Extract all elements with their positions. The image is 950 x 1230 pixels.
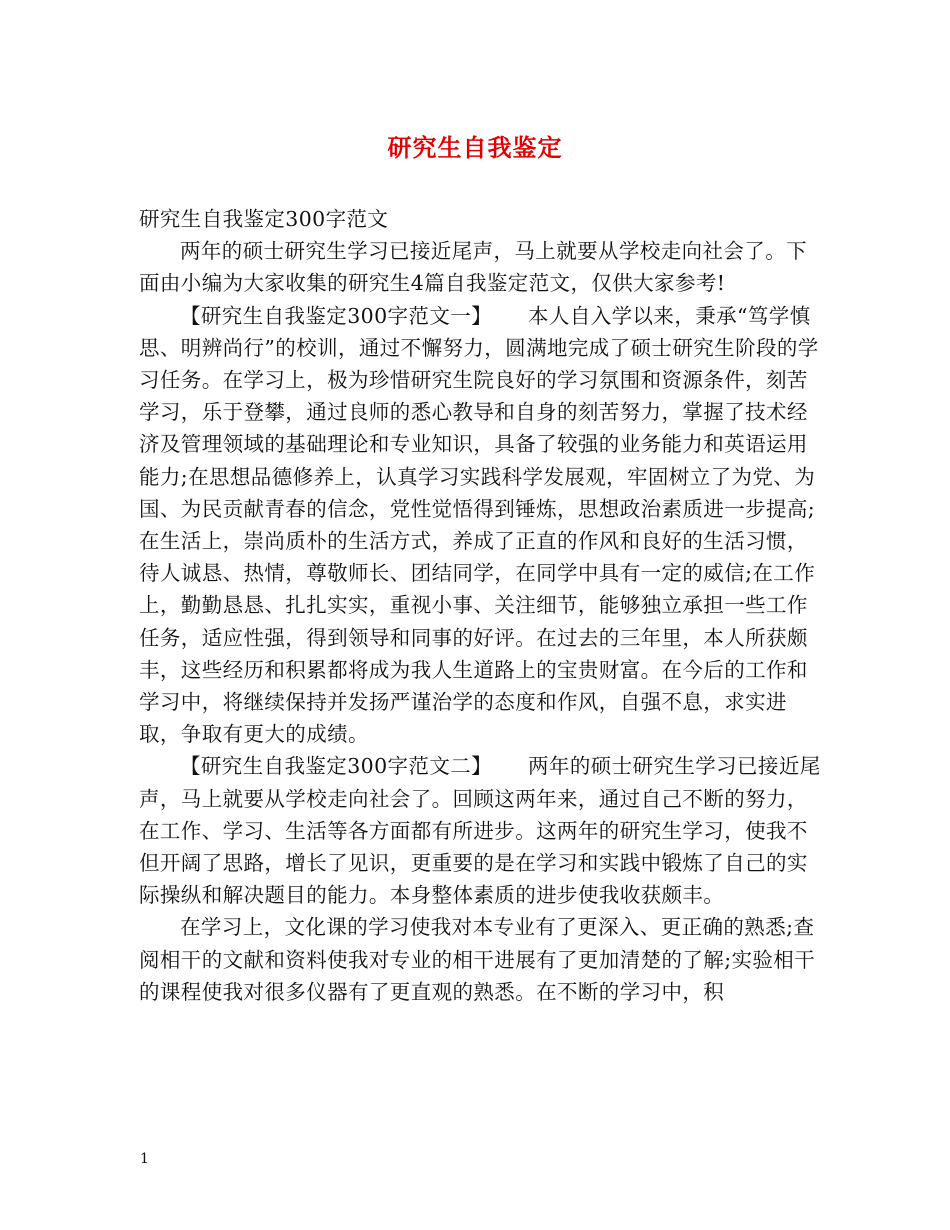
- sample-two-heading: 【研究生自我鉴定300字范文二】: [180, 754, 493, 779]
- sample-two-body: 两年的硕士研究生学习已接近尾声，马上就要从学校走向社会了。回顾这两年来，通过自己不断的努力，在工作、学习、生活等各方面都有所进步。这两年的研究生学习，使我不但开阔了思路，增长了见识，更重要的是在学习和实践中锻炼了自己的实际操纵和解决题目的能力。本身整体素质的进步使我收获颇丰。: [139, 754, 821, 908]
- document-title: 研究生自我鉴定: [387, 133, 563, 162]
- intro-paragraph: 两年的硕士研究生学习已接近尾声，马上就要从学校走向社会了。下面由小编为大家收集的研究生4篇自我鉴定范文，仅供大家参考!: [139, 239, 807, 296]
- sample-one-paragraph: [139, 300, 821, 751]
- sample-one-heading: 【研究生自我鉴定300字范文一】: [180, 303, 493, 328]
- study-paragraph: 在学习上，文化课的学习使我对本专业有了更深入、更正确的熟悉;查阅相干的文献和资料使我对专业的相干进展有了更加清楚的了解;实验相干的课程使我对很多仪器有了更直观的熟悉。在不断的学习中，积: [139, 915, 816, 1004]
- sample-two-paragraph: [139, 750, 821, 911]
- page-number: 1: [140, 1151, 149, 1167]
- document-subtitle: 研究生自我鉴定300字范文: [139, 207, 389, 231]
- sample-one-body: 本人自入学以来，秉承“笃学慎思、明辨尚行”的校训，通过不懈努力，圆满地完成了硕士研究生阶段的学习任务。在学习上，极为珍惜研究生院良好的学习氛围和资源条件，刻苦学习，乐于登攀，通过良师的悉心教导和自身的刻苦努力，掌握了技术经济及管理领域的基础理论和专业知识，具备了较强的业务能力和英语运用能力;在思想品德修养上，认真学习实践科学发展观，牢固树立了为党、为国、为民贡献青春的信念，党性觉悟得到锤炼，思想政治素质进一步提高;在生活上，崇尚质朴的生活方式，养成了正直的作风和良好的生活习惯，待人诚恳、热情，尊敬师长、团结同学，在同学中具有一定的威信;在工作上，勤勤恳恳、扎扎实实，重视小事、关注细节，能够独立承担一些工作任务，适应性强，得到领导和同事的好评。在过去的三年里，本人所获颇丰，这些经历和积累都将成为我人生道路上的宝贵财富。在今后的工作和学习中，将继续保持并发扬严谨治学的态度和作风，自强不息，求实进取，争取有更大的成绩。: [139, 303, 819, 747]
- document-body: [139, 203, 821, 1008]
